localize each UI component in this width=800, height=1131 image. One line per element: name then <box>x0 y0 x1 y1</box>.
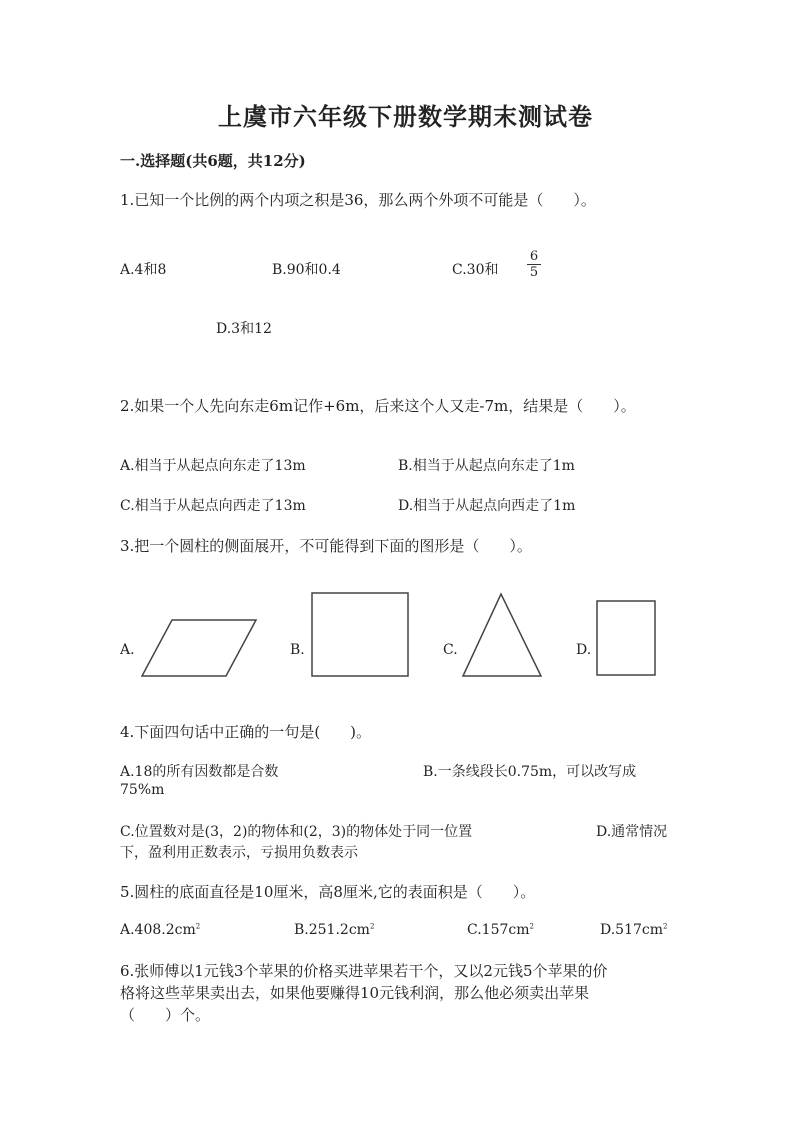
question-6-line-3: （ ）个。 <box>120 1006 211 1024</box>
question-3-option-d-label: D. <box>576 642 592 658</box>
question-4-option-d: D.通常情况 <box>596 824 668 840</box>
question-5-option-b <box>294 922 374 938</box>
question-2-option-d: D.相当于从起点向西走了1m <box>398 498 576 514</box>
fraction-numerator: 6 <box>529 249 539 264</box>
question-5-text: 5.圆柱的底面直径是10厘米，高8厘米,它的表面积是（ ）。 <box>120 883 536 901</box>
question-1-text: 1.已知一个比例的两个内项之积是36，那么两个外项不可能是（ ）。 <box>120 191 596 209</box>
squared-superscript: 2 <box>369 922 375 931</box>
option-text: A.408.2cm <box>120 922 196 938</box>
question-5-option-a <box>120 922 200 938</box>
question-1-option-c: C.30和 <box>452 262 499 278</box>
page-title: 上虞市六年级下册数学期末测试卷 <box>218 102 593 131</box>
question-4-option-a: A.18的所有因数都是合数 <box>120 764 279 780</box>
section-heading: 一.选择题(共6题，共12分) <box>120 152 306 170</box>
question-2-option-a: A.相当于从起点向东走了13m <box>120 458 306 474</box>
parallelogram-figure <box>140 618 260 678</box>
squared-superscript: 2 <box>663 922 668 931</box>
question-4-option-b: B.一条线段长0.75m，可以改写成 <box>423 764 637 780</box>
triangle-figure <box>461 592 543 678</box>
question-2-option-b: B.相当于从起点向东走了1m <box>398 458 575 474</box>
question-1-option-b: B.90和0.4 <box>272 262 341 278</box>
question-5-option-c <box>467 922 534 938</box>
question-1-option-a: A.4和8 <box>120 262 167 278</box>
question-4-option-b-continued: 75%m <box>120 782 165 798</box>
fraction-denominator: 5 <box>529 265 539 280</box>
question-2-text: 2.如果一个人先向东走6m记作+6m，后来这个人又走-7m，结果是（ ）。 <box>120 397 636 415</box>
squared-superscript: 2 <box>529 922 534 931</box>
question-5-option-d <box>600 922 667 938</box>
option-text: B.251.2cm <box>294 922 370 938</box>
question-6-line-2: 格将这些苹果卖出去，如果他要赚得10元钱利润，那么他必须卖出苹果 <box>120 984 590 1002</box>
question-3-option-b-label: B. <box>290 642 305 658</box>
option-text: C.157cm <box>467 922 530 938</box>
question-3-option-c-label: C. <box>443 642 458 658</box>
question-4-option-d-continued: 下，盈利用正数表示，亏损用负数表示 <box>120 845 358 861</box>
option-text: D.517cm <box>600 922 664 938</box>
squared-superscript: 2 <box>195 922 201 931</box>
rectangle-figure <box>596 600 658 678</box>
square-figure <box>311 592 411 678</box>
question-6-line-1: 6.张师傅以1元钱3个苹果的价格买进苹果若干个，又以2元钱5个苹果的价 <box>120 962 608 980</box>
question-4-option-c: C.位置数对是(3，2)的物体和(2，3)的物体处于同一位置 <box>120 824 473 840</box>
question-1-option-c-fraction <box>527 250 541 279</box>
question-1-option-d: D.3和12 <box>216 321 272 337</box>
question-3-option-a-label: A. <box>120 642 135 658</box>
question-4-text: 4.下面四句话中正确的一句是( )。 <box>120 723 372 741</box>
question-2-option-c: C.相当于从起点向西走了13m <box>120 498 306 514</box>
question-3-text: 3.把一个圆柱的侧面展开，不可能得到下面的图形是（ ）。 <box>120 537 532 555</box>
